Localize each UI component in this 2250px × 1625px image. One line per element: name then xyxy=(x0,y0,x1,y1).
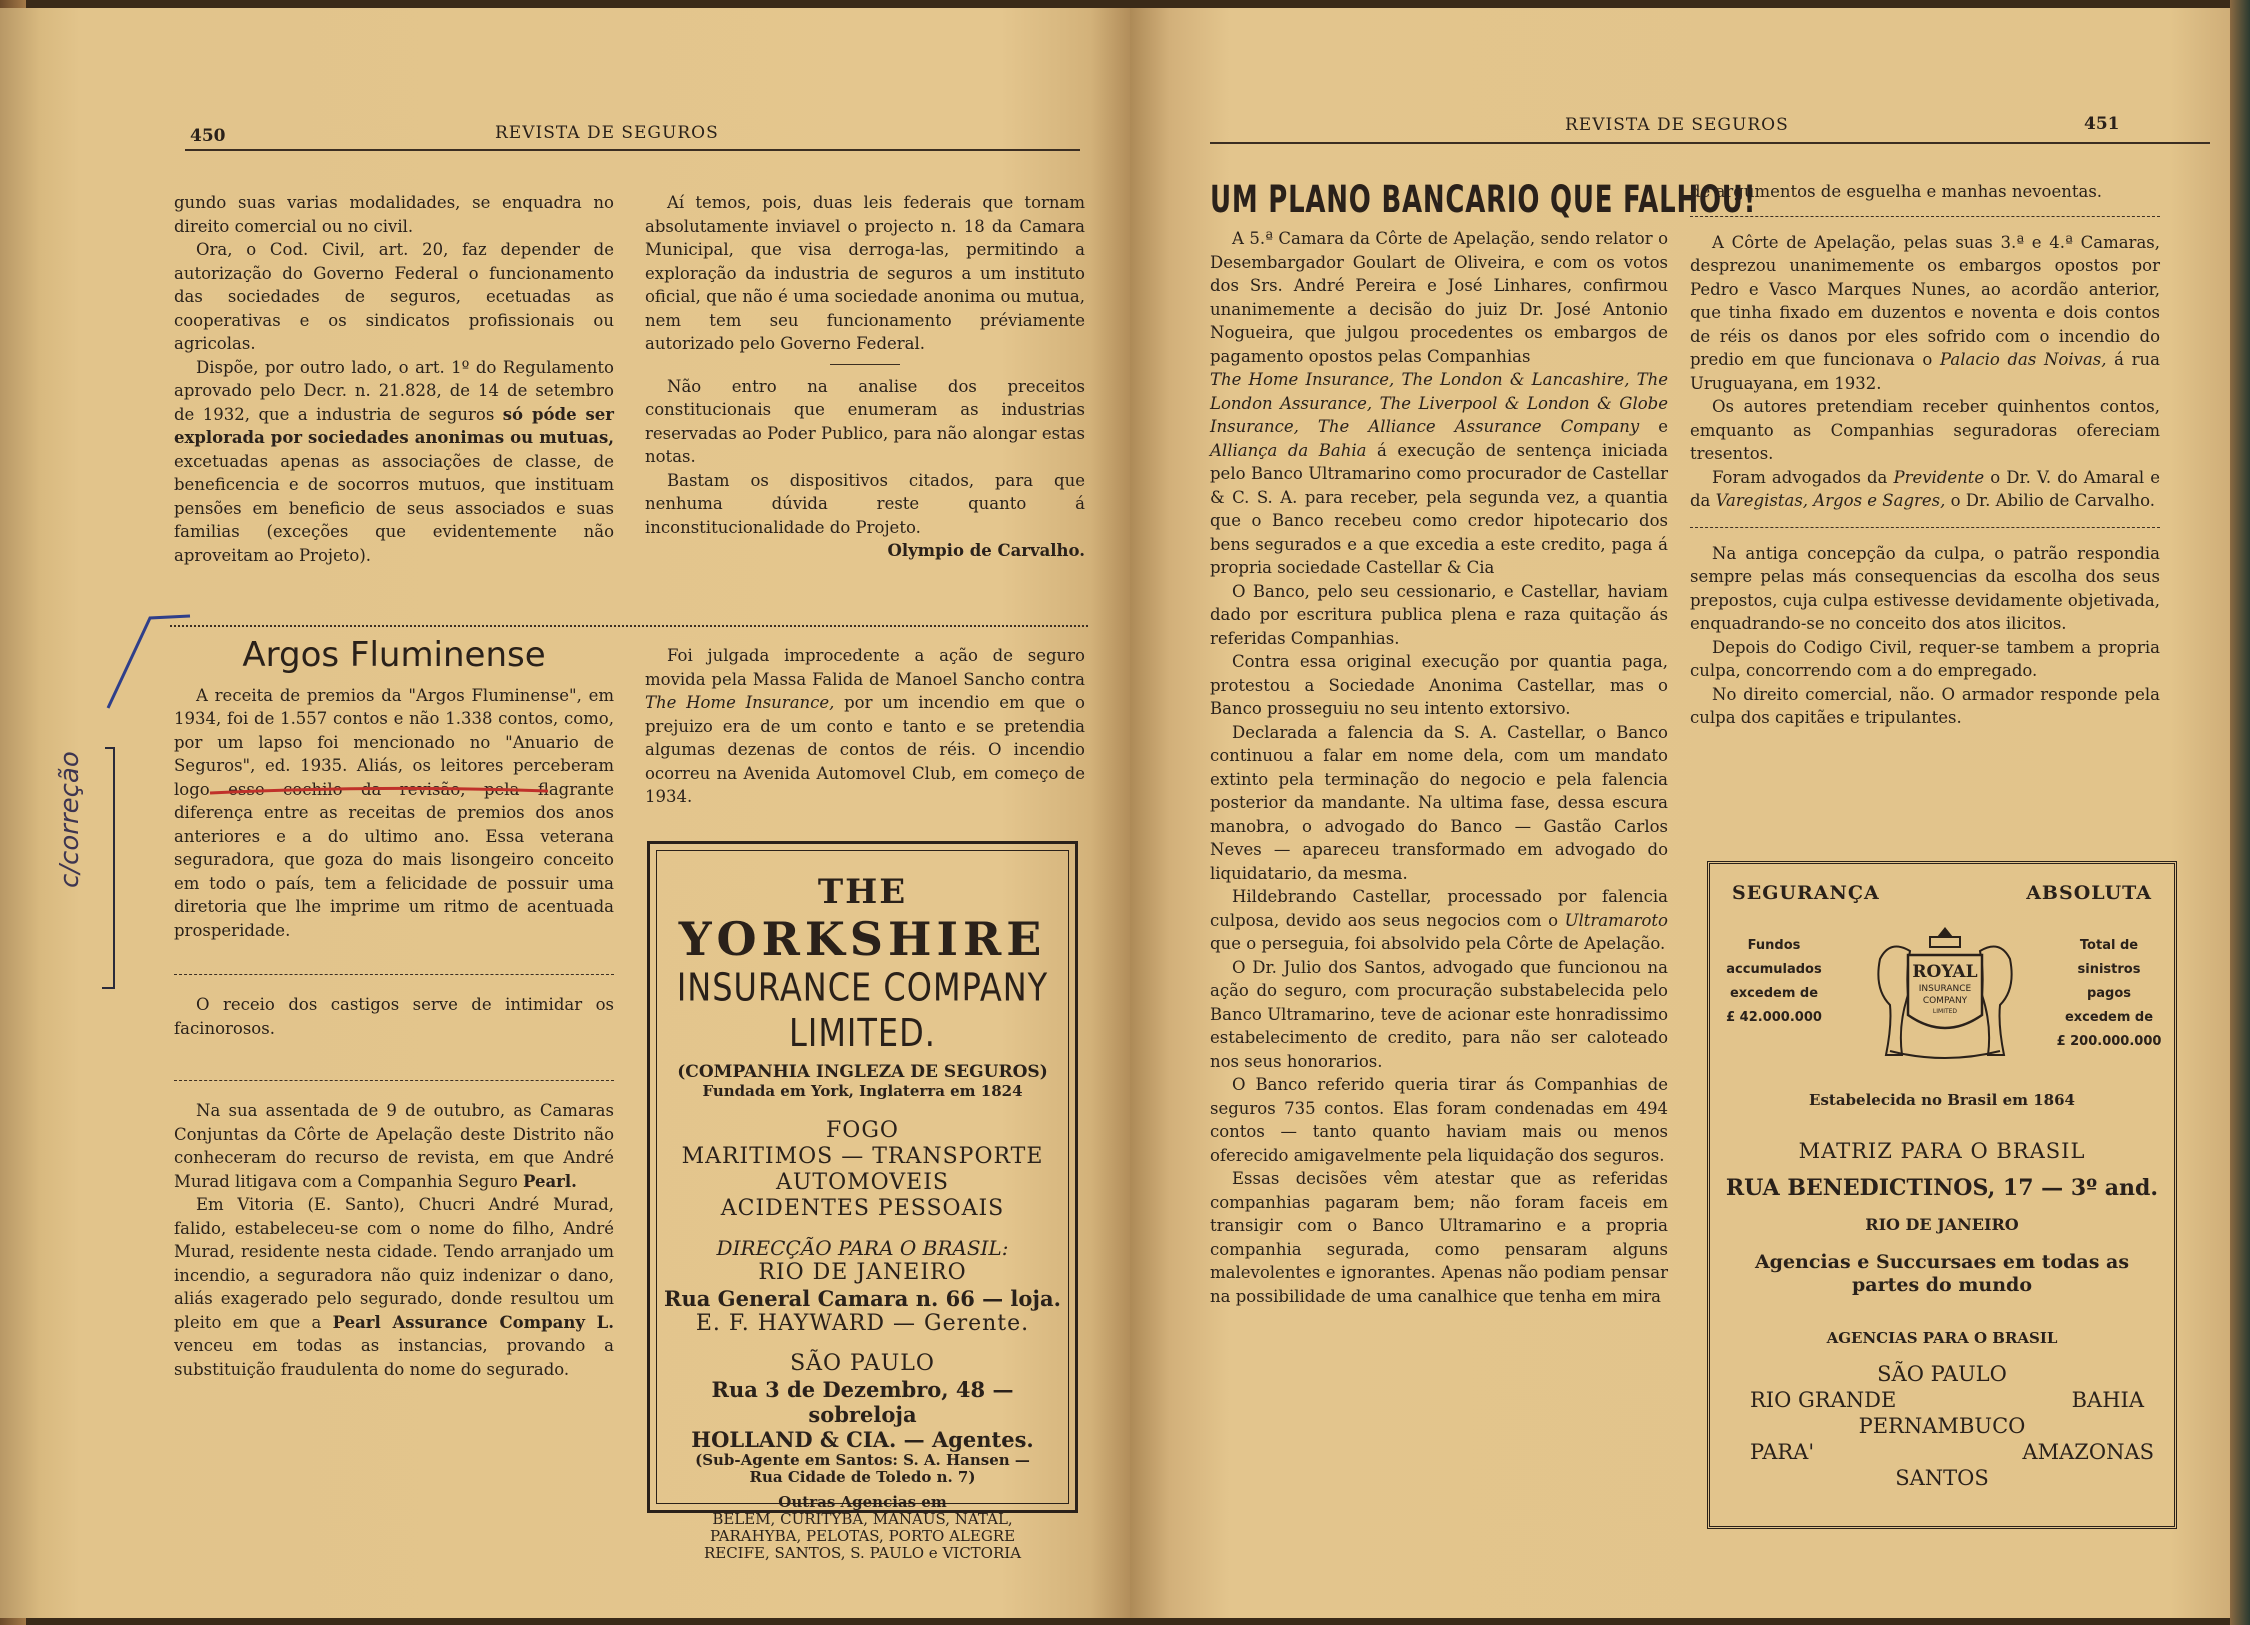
text: o Dr. Abilio de Carvalho. xyxy=(1950,491,2155,510)
italic-text: Ultramaroto xyxy=(1564,910,1668,930)
ad-rio: RIO DE JANEIRO xyxy=(758,1260,967,1285)
running-head-left: REVISTA DE SEGUROS xyxy=(495,123,719,143)
ad-text: Fundos xyxy=(1747,938,1801,953)
yorkshire-advertisement xyxy=(647,841,1078,1562)
ad-text: excedem de xyxy=(1729,986,1819,1001)
ad-cities: RECIFE, SANTOS, S. PAULO e VICTORIA xyxy=(703,1544,1022,1562)
ad-direction: DIRECÇÃO PARA O BRASIL: xyxy=(716,1236,1009,1260)
ad-agencias: Agencias e Succursaes em todas as partes do mundo xyxy=(1754,1251,2130,1296)
paragraph: Na antiga concepção da culpa, o patrão respondia sempre pelas más consequencias da escolha dos seus prepostos, cuja culpa estivesse devidamente objetivada, enquadrando-se no conceito dos atos ilicitos. xyxy=(1690,543,2160,633)
section-divider xyxy=(170,625,1088,627)
paragraph xyxy=(1690,466,2160,513)
text: á rua Uruguayana, em 1932. xyxy=(1690,350,2161,393)
ad-rio: RIO DE JANEIRO xyxy=(1865,1215,2019,1234)
svg-text:INSURANCE: INSURANCE xyxy=(1918,984,1972,994)
ad-text: excedem de xyxy=(2064,1010,2154,1025)
ad-text: accumulados xyxy=(1726,962,1822,977)
ad-city: SANTOS xyxy=(1895,1466,1989,1490)
ad-sp-address: Rua 3 de Dezembro, 48 — sobreloja xyxy=(711,1377,1014,1427)
text: o Dr. V. do Amaral e da xyxy=(1690,467,2161,510)
paragraph: gundo suas varias modalidades, se enquadra no direito comercial ou no civil. xyxy=(174,193,614,236)
ad-the: THE xyxy=(817,872,908,912)
ad-line-business: AUTOMOVEIS xyxy=(775,1170,950,1195)
ad-city: BAHIA xyxy=(2071,1388,2144,1412)
ad-city: AMAZONAS xyxy=(2022,1440,2154,1464)
text: á execução de sentença iniciada pelo Banco Ultramarino como procurador de Castellar & C. S. A. para receber, pela segunda vez, a quantia que o Banco recebeu como credor hipotecario dos bens segurados e a que excedia a este credito, paga á propria sociedade Castellar & Cia xyxy=(1210,440,1668,577)
separator xyxy=(174,974,614,975)
bold-text: Pearl Assurance Company L. xyxy=(332,1312,615,1332)
ad-sp: SÃO PAULO xyxy=(790,1351,935,1376)
paragraph xyxy=(174,1099,614,1193)
ad-line-business: FOGO xyxy=(826,1118,899,1143)
ad-sub-agent: (Sub-Agente em Santos: S. A. Hansen — xyxy=(695,1451,1030,1469)
svg-text:ROYAL: ROYAL xyxy=(1912,962,1978,982)
page-number-right: 451 xyxy=(2084,114,2120,134)
italic-text: Palacio das Noivas, xyxy=(1940,350,2107,369)
paragraph: O Dr. Julio dos Santos, advogado que funcionou na ação do seguro, com procuração substabelecida pelo Banco Ultramarino, teve de acionar este honradissimo estabelecimento de credito, para não ser caloteado nos seus honorarios. xyxy=(1210,957,1668,1071)
ad-headline-right: ABSOLUTA xyxy=(2026,882,2152,904)
italic-text: The Home Insurance, The London & Lancashire, The London Assurance, The Liverpool & London & Globe Insurance, The Alliance Assurance Company xyxy=(1210,370,1668,436)
ad-line-business: MARITIMOS — TRANSPORTE xyxy=(681,1144,1044,1169)
left-page xyxy=(0,8,1130,1618)
paragraph xyxy=(1690,231,2160,396)
bold-text: só póde ser explorada por sociedades anonimas ou mutuas, xyxy=(174,404,615,447)
ad-subtitle: (COMPANHIA INGLEZA DE SEGUROS) xyxy=(677,1062,1048,1082)
argos-title: Argos Fluminense xyxy=(242,635,546,675)
plano-title: UM PLANO BANCARIO QUE FALHOU! xyxy=(1210,178,1757,221)
svg-text:COMPANY: COMPANY xyxy=(1922,996,1968,1006)
ad-founded: Fundada em York, Inglaterra em 1824 xyxy=(702,1082,1023,1100)
paragraph xyxy=(1210,368,1668,580)
text: Dispõe, por outro lado, o art. 1º do Regulamento aprovado pelo Decr. n. 21.828, de 14 de setembro de 1932, que a industria de seguros xyxy=(174,357,614,424)
ad-text: sinistros pagos xyxy=(2077,962,2141,1001)
text: Foram advogados da xyxy=(1712,467,1888,487)
paragraph: A receita de premios da "Argos Fluminense", em 1934, foi de 1.557 contos e não 1.338 contos, como, por um lapso foi mencionado no "Anuario de Seguros", ed. 1935. Aliás, os leitores perceberam logo esse cochilo da revisão, pela flagrante diferença entre as receitas de premios dos anos anteriores e a do ultimo ano. Essa veterana seguradora, que goza do mais lisongeiro conceito em todo o país, tem a felicidade de possuir uma diretoria que lhe imprime um ritmo de acentuada prosperidade. xyxy=(174,685,614,940)
header-rule-right xyxy=(1210,142,2210,144)
ad-company-full: INSURANCE COMPANY LIMITED. xyxy=(676,964,1049,1056)
ad-company-name: YORKSHIRE xyxy=(678,912,1047,966)
ad-sp-agents: HOLLAND & CIA. — Agentes. xyxy=(691,1427,1034,1452)
ad-address: RUA BENEDICTINOS, 17 — 3º and. xyxy=(1725,1175,2159,1201)
ad-headline-left: SEGURANÇA xyxy=(1732,882,1880,904)
running-head-right: REVISTA DE SEGUROS xyxy=(1565,115,1789,135)
ad-cities: PARAHYBA, PELOTAS, PORTO ALEGRE xyxy=(709,1527,1016,1545)
ad-text: £ 200.000.000 xyxy=(2056,1034,2162,1049)
paragraph: A 5.ª Camara da Côrte de Apelação, sendo relator o Desembargador Goulart de Oliveira, e com os votos dos Srs. André Pereira e José Linhares, confirmou unanimemente a decisão do juiz Dr. José Antonio Nogueira, que julgou procedentes os embargos de pagamento opostos pelas Companhias xyxy=(1210,229,1668,366)
text: que o perseguia, foi absolvido pela Côrte de Apelação. xyxy=(1210,934,1666,953)
plano-article-col2 xyxy=(1690,180,2160,730)
ad-text: Total de xyxy=(2079,938,2139,953)
text: venceu em todas as instancias, provando a substituição fraudulenta do nome do segurado. xyxy=(174,1336,614,1379)
paragraph: Bastam os dispositivos citados, para que nenhuma dúvida reste quanto á inconstitucionalidade do Projeto. xyxy=(645,470,1085,537)
separator xyxy=(830,364,900,365)
text: Foi julgada improcedente a ação de seguro movida pela Massa Falida de Manoel Sancho contra xyxy=(645,646,1085,689)
paragraph: No direito comercial, não. O armador responde pela culpa dos capitães e tripulantes. xyxy=(1690,684,2160,727)
text: A Côrte de Apelação, pelas suas 3.ª e 4.ª Camaras, desprezou unanimemente os embargos opostos por Pedro e Vasco Marques Nunes, ao acordão anterior, que tinha fixado em duzentos e noventa e dois contos de réis os danos por eles sofrido com o incendio do predio em que funcionava o xyxy=(1690,232,2160,369)
ad-agencias-brasil: AGENCIAS PARA O BRASIL xyxy=(1826,1329,2058,1347)
separator xyxy=(1690,216,2160,217)
ad-funds-block xyxy=(1724,934,1824,1030)
plano-article-col1 xyxy=(1210,227,1668,1308)
argos-article xyxy=(174,635,615,1381)
svg-text:LIMITED: LIMITED xyxy=(1932,1008,1958,1015)
paragraph: Não entro na analise dos preceitos constitucionais que enumeram as industrias reservadas ao Poder Publico, para não alongar estas notas. xyxy=(645,376,1085,466)
paragraph: Ora, o Cod. Civil, art. 20, faz depender de autorização do Governo Federal o funcionamento das sociedades de seguros, ecetuadas as cooperativas e os sindicatos profissionais ou agricolas. xyxy=(174,240,614,353)
ad-claims-block xyxy=(2054,934,2164,1054)
book-edge xyxy=(2230,0,2250,1625)
ad-rio-address: Rua General Camara n. 66 — loja. xyxy=(664,1286,1061,1311)
ad-line-business: ACIDENTES PESSOAIS xyxy=(720,1196,1005,1221)
paragraph: O Banco referido queria tirar ás Companhias de seguros 735 contos. Elas foram condenadas em 494 contos — tanto quanto haviam mais ou menos oferecido amigavelmente pela liquidação dos seguros. xyxy=(1210,1075,1668,1165)
page-number-left: 450 xyxy=(190,126,226,146)
home-insurance-note xyxy=(645,644,1085,809)
separator xyxy=(174,1080,614,1081)
paragraph: de argumentos de esguelha e manhas nevoentas. xyxy=(1690,182,2103,201)
ad-other-agencies: Outras Agencias em xyxy=(778,1493,947,1511)
article-col2-top xyxy=(645,191,1085,563)
text: por um incendio em que o prejuizo era de um conto e tanto e se pretendia algumas dezenas de contos de réis. O incendio ocorreu na Avenida Automovel Club, em começo de 1934. xyxy=(645,693,1085,806)
ad-cities: BELEM, CURITYBA, MANAUS, NATAL, xyxy=(712,1510,1013,1528)
text: Em Vitoria (E. Santo), Chucri André Murad, falido, estabeleceu-se com o nome do filho, André Murad, residente nesta cidade. Tendo arranjado um incendio, a seguradora não quiz indenizar o dano, aliás exagerado pelo segurado, donde resultou um pleito em que a xyxy=(174,1195,614,1332)
paragraph xyxy=(174,1193,614,1381)
pen-annotation xyxy=(90,598,200,1018)
royal-insurance-advertisement xyxy=(1707,861,2177,1529)
italic-text: The Home Insurance, xyxy=(645,693,835,712)
italic-text: Alliança da Bahia xyxy=(1210,440,1367,460)
article-col1-top xyxy=(174,191,614,567)
italic-text: Varegistas, Argos e Sagres, xyxy=(1715,491,1946,510)
paragraph: Essas decisões vêm atestar que as referidas companhias pagaram bem; não foram faceis em transigir com o Banco Ultramarino e a propria companhia segurada, como pensaram alguns malevolentes e ignorantes. Apenas não podiam pensar na possibilidade de uma canalhice que tenha em mira xyxy=(1210,1169,1668,1306)
paragraph: O Banco, pelo seu cessionario, e Castellar, haviam dado por escritura publica plena e raza quitação ás referidas Companhias. xyxy=(1210,581,1668,648)
text: Na sua assentada de 9 de outubro, as Camaras Conjuntas da Côrte de Apelação deste Distrito não conheceram do recurso de revista, em que André Murad litigava com a Companhia Seguro xyxy=(174,1101,614,1191)
text: excetuadas apenas as associações de classe, de beneficencia e de socorros mutuos, que instituam pensões em beneficio de seus associados e suas familias (exceções que evidentemente não aproveitam ao Projeto). xyxy=(174,451,614,565)
paragraph: Os autores pretendiam receber quinhentos contos, emquanto as Companhias seguradoras ofereciam tresentos. xyxy=(1690,397,2160,463)
ad-rio-manager: E. F. HAYWARD — Gerente. xyxy=(695,1311,1030,1336)
bold-text: Pearl. xyxy=(523,1171,577,1191)
royal-coat-of-arms-icon xyxy=(1850,919,2040,1069)
paragraph: Declarada a falencia da S. A. Castellar, o Banco continuou a falar em nome dela, com um mandato extinto pela terminação do negocio e pela falencia posterior da mandante. Na ultima fase, dessa escura manobra, o advogado do Banco — Gastão Carlos Neves — apareceu transformado em advogado do liquidatario, da mesma. xyxy=(1210,722,1668,883)
paragraph: Aí temos, pois, duas leis federais que tornam absolutamente inviavel o projecto n. 18 da Camara Municipal, que visa derroga-las, permitindo a exploração da industria de seguros a um instituto oficial, que não é uma sociedade anonima ou mutua, nem tem seu funcionamento préviamente autorizado pelo Governo Federal. xyxy=(645,193,1085,353)
ad-city: RIO GRANDE xyxy=(1750,1388,1897,1412)
paragraph xyxy=(645,644,1085,809)
red-underline xyxy=(210,781,550,803)
ad-text: £ 42.000.000 xyxy=(1726,1010,1822,1025)
paragraph: O receio dos castigos serve de intimidar os facinorosos. xyxy=(174,995,614,1038)
paragraph xyxy=(174,356,614,568)
ad-sub-agent: Rua Cidade de Toledo n. 7) xyxy=(749,1468,976,1486)
paragraph: Depois do Codigo Civil, requer-se tambem a propria culpa, concorrendo com a do empregado. xyxy=(1690,637,2160,680)
italic-text: Previdente xyxy=(1893,467,1985,487)
text: Hildebrando Castellar, processado por falencia culposa, devido aos seus negocios com o xyxy=(1210,887,1668,930)
separator xyxy=(1690,527,2160,528)
text: e xyxy=(1658,417,1668,436)
ad-established: Estabelecida no Brasil em 1864 xyxy=(1809,1091,2075,1109)
header-rule-left xyxy=(185,149,1080,151)
handwritten-margin-note: c/correção xyxy=(55,751,85,888)
ad-matriz: MATRIZ PARA O BRASIL xyxy=(1798,1139,2086,1163)
paragraph xyxy=(1210,885,1668,956)
right-page xyxy=(1130,8,2250,1618)
ad-city: SÃO PAULO xyxy=(1877,1362,2007,1386)
author-signature: Olympio de Carvalho. xyxy=(887,541,1085,560)
ad-city: PERNAMBUCO xyxy=(1858,1414,2026,1438)
paragraph: Contra essa original execução por quantia paga, protestou a Sociedade Anonima Castellar, mas o Banco prosseguiu no seu intento extorsivo. xyxy=(1210,652,1668,718)
ad-city: PARA' xyxy=(1750,1440,1815,1464)
